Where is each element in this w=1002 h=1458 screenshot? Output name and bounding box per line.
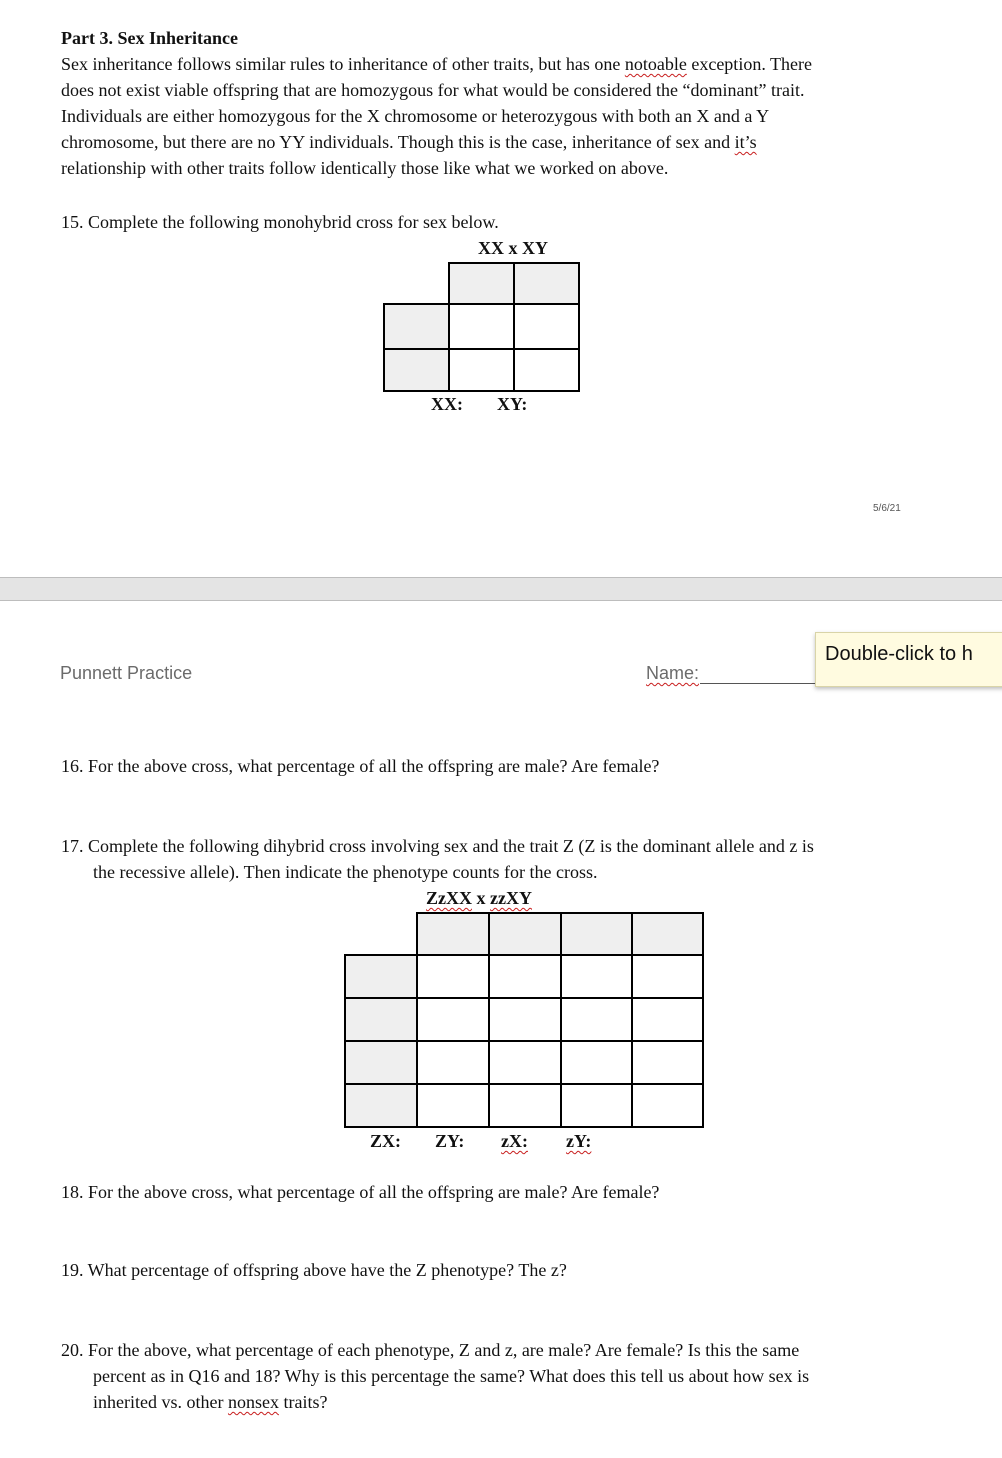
section-heading: Part 3. Sex Inheritance xyxy=(61,28,238,48)
punnett-cell[interactable] xyxy=(448,303,515,350)
question-20-line-2: percent as in Q16 and 18? Why is this percentage the same? What does this tell us about how sex is xyxy=(93,1366,810,1386)
punnett-cell[interactable] xyxy=(560,997,633,1042)
punnett-header-cell[interactable] xyxy=(383,348,450,392)
question-17-line-1: 17. Complete the following dihybrid cross involving sex and the trait Z (Z is the dominant allele and z is xyxy=(61,836,814,856)
tooltip-double-click[interactable]: Double-click to h xyxy=(815,632,1002,687)
punnett-cell[interactable] xyxy=(416,954,490,999)
punnett-cell[interactable] xyxy=(631,1040,704,1085)
question-17-line-2: the recessive allele). Then indicate the phenotype counts for the cross. xyxy=(93,862,598,882)
punnett-cell[interactable] xyxy=(560,954,633,999)
intro-line-1-end: exception. There xyxy=(686,54,812,74)
page-separator xyxy=(0,577,1002,601)
page-header-title: Punnett Practice xyxy=(60,663,193,683)
punnett-cell[interactable] xyxy=(560,1040,633,1085)
question-19: 19. What percentage of offspring above have the Z phenotype? The z? xyxy=(61,1260,567,1280)
count-zx-lower-label[interactable]: zX: xyxy=(501,1131,528,1151)
punnett-cell[interactable] xyxy=(513,348,580,392)
punnett-cell[interactable] xyxy=(631,1083,704,1128)
question-20-line-3-end: traits? xyxy=(278,1392,328,1412)
intro-line-1: Sex inheritance follows similar rules to inheritance of other traits, but has one xyxy=(61,54,625,74)
count-zy-upper-label: ZY: xyxy=(435,1131,465,1151)
question-20 xyxy=(61,1337,961,1415)
punnett-header-cell[interactable] xyxy=(448,262,515,305)
punnett-header-cell[interactable] xyxy=(560,912,633,956)
cross-label-1: XX x XY xyxy=(478,238,548,258)
count-xx-label: XX: xyxy=(431,394,463,414)
punnett-cell[interactable] xyxy=(488,997,562,1042)
count-zy-lower-label[interactable]: zY: xyxy=(566,1131,592,1151)
cross-label-2 xyxy=(426,885,532,911)
punnett-cell[interactable] xyxy=(416,997,490,1042)
count-zx-upper-label: ZX: xyxy=(370,1131,401,1151)
question-15: 15. Complete the following monohybrid cross for sex below. xyxy=(61,212,499,232)
punnett-cell[interactable] xyxy=(488,1040,562,1085)
parent-genotype-2[interactable]: zzXY xyxy=(490,888,532,908)
punnett-cell[interactable] xyxy=(416,1083,490,1128)
punnett-cell[interactable] xyxy=(488,1083,562,1128)
punnett-cell[interactable] xyxy=(488,954,562,999)
question-20-line-3: inherited vs. other xyxy=(93,1392,228,1412)
punnett-cell[interactable] xyxy=(448,348,515,392)
question-18: 18. For the above cross, what percentage of all the offspring are male? Are female? xyxy=(61,1182,660,1202)
cross-symbol: x xyxy=(472,888,490,908)
punnett-cell[interactable] xyxy=(631,997,704,1042)
punnett-cell[interactable] xyxy=(416,1040,490,1085)
punnett-header-cell[interactable] xyxy=(344,1040,418,1085)
punnett-header-cell[interactable] xyxy=(344,997,418,1042)
name-underline xyxy=(700,683,818,684)
punnett-header-cell[interactable] xyxy=(631,912,704,956)
intro-line-5: relationship with other traits follow identically those like what we worked on above. xyxy=(61,158,669,178)
punnett-header-cell[interactable] xyxy=(416,912,490,956)
question-20-line-1: 20. For the above, what percentage of each phenotype, Z and z, are male? Are female? Is this the same xyxy=(61,1340,800,1360)
misspelled-word[interactable]: notoable xyxy=(624,54,687,74)
parent-genotype-1[interactable]: ZzXX xyxy=(426,888,472,908)
punnett-header-cell[interactable] xyxy=(383,303,450,350)
punnett-cell[interactable] xyxy=(631,954,704,999)
punnett-header-cell[interactable] xyxy=(488,912,562,956)
intro-line-3: Individuals are either homozygous for the X chromosome or heterozygous with both an X and a Y xyxy=(61,106,770,126)
question-17 xyxy=(61,833,961,885)
misspelled-word[interactable]: nonsex xyxy=(227,1392,279,1412)
punnett-cell[interactable] xyxy=(560,1083,633,1128)
intro-line-4: chromosome, but there are no YY individuals. Though this is the case, inheritance of sex and xyxy=(61,132,735,152)
punnett-cell[interactable] xyxy=(513,303,580,350)
punnett-header-cell[interactable] xyxy=(344,1083,418,1128)
footer-date: 5/6/21 xyxy=(873,503,901,514)
punnett-header-cell[interactable] xyxy=(513,262,580,305)
count-xy-label: XY: xyxy=(497,394,528,414)
punnett-header-cell[interactable] xyxy=(344,954,418,999)
intro-paragraph xyxy=(61,51,961,181)
misspelled-word[interactable]: it’s xyxy=(734,132,757,152)
intro-line-2: does not exist viable offspring that are homozygous for what would be considered the “dominant” trait. xyxy=(61,80,805,100)
name-label[interactable]: Name: xyxy=(646,663,700,683)
question-16: 16. For the above cross, what percentage of all the offspring are male? Are female? xyxy=(61,756,660,776)
